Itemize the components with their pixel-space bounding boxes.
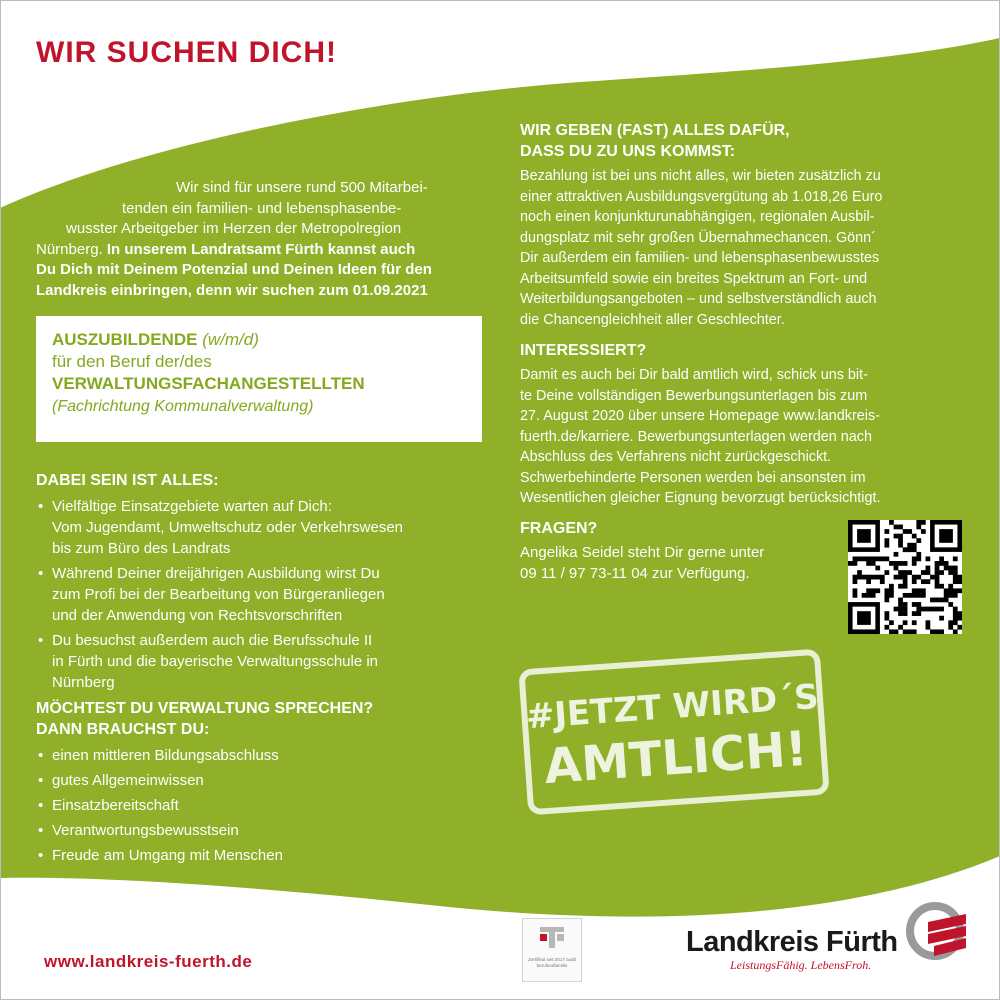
text-line: Angelika Seidel steht Dir gerne unter — [520, 544, 765, 561]
list-item-line: zum Profi bei der Bearbeitung von Bürgeranliegen — [52, 586, 385, 603]
intro-line-part: Nürnberg. — [36, 240, 107, 258]
list-item-line: • Du besuchst außerdem auch die Berufsschule II — [52, 632, 373, 649]
text-line: dungsplatz mit sehr großen Übernahmechancen. Gönn´ — [520, 229, 876, 246]
intro-line: tenden ein familien- und lebensphasenbe- — [122, 199, 402, 217]
text-line: Dir außerdem ein familien- und lebensphasenbewusstes — [520, 250, 880, 266]
text-line: 27. August 2020 über unsere Homepage www.landkreis- — [520, 408, 880, 424]
seal-graphic — [523, 919, 581, 957]
section-heading: DASS DU ZU UNS KOMMST: — [520, 143, 736, 160]
position-line: für den Beruf der/des — [52, 352, 212, 371]
list-item — [36, 563, 486, 626]
position-gender-note: (w/m/d) — [202, 330, 259, 349]
intro-line-part-bold: In unserem Landratsamt Fürth kannst auch — [106, 240, 416, 258]
list-item: • Einsatzbereitschaft — [36, 795, 486, 816]
list-item: • Freude am Umgang mit Menschen — [36, 845, 486, 866]
list-item: • gutes Allgemeinwissen — [36, 770, 486, 791]
intro-line: Landkreis einbringen, denn wir suchen zum 01.09.2021 — [36, 281, 428, 299]
text-line: Arbeitsumfeld sowie ein breites Spektrum an Fort- und — [520, 270, 868, 287]
intro-text — [36, 178, 482, 301]
headline: WIR SUCHEN DICH! — [36, 36, 337, 69]
text-line: te Deine vollständigen Bewerbungsunterlagen bis zum — [520, 387, 868, 404]
stamp-line-1: #JETZT WIRD´S — [524, 676, 820, 738]
list-item-line: und der Anwendung von Rechtsvorschriften — [52, 607, 343, 624]
position-profession: VERWALTUNGSFACHANGESTELLTEN — [52, 374, 365, 393]
list-item-line: bis zum Büro des Landrats — [52, 540, 231, 557]
interessiert-section — [520, 340, 964, 509]
logo-tagline: LeistungsFähig. LebensFroh. — [730, 958, 872, 972]
text-line: Abschluss des Verfahrens nicht zurückgeschickt. — [520, 449, 832, 465]
dabei-section — [36, 470, 486, 697]
list-item: • einen mittleren Bildungsabschluss — [36, 745, 486, 766]
text-line: fuerth.de/karriere. Bewerbungsunterlagen werden nach — [520, 428, 872, 445]
text-line: Weiterbildungsangeboten – und selbstverständlich auch — [520, 291, 877, 307]
requirements-list — [36, 745, 486, 866]
text-line: Schwerbehinderte Personen werden bei ansonsten im — [520, 469, 866, 486]
section-heading: DABEI SEIN IST ALLES: — [36, 472, 219, 489]
landkreis-fuerth-logo-icon — [904, 900, 966, 962]
list-item-line: • Vielfältige Einsatzgebiete warten auf Dich: — [52, 498, 332, 515]
intro-line: Wir sind für unsere rund 500 Mitarbei- — [176, 179, 428, 196]
text-line: Damit es auch bei Dir bald amtlich wird, schick uns bit- — [520, 367, 868, 383]
contact-text — [520, 543, 840, 584]
seal-caption: Zertifikat seit 2017 audit berufundfamilie — [528, 957, 576, 968]
audit-berufundfamilie-seal-icon — [522, 918, 582, 982]
geben-section — [520, 120, 964, 330]
qr-code-icon[interactable] — [848, 520, 962, 634]
sprechen-section — [36, 698, 486, 870]
list-item — [36, 630, 486, 693]
section-heading: DANN BRAUCHST DU: — [36, 721, 210, 738]
section-heading: WIR GEBEN (FAST) ALLES DAFÜR, — [520, 122, 790, 139]
dabei-list — [36, 496, 486, 693]
stamp-line-2: AMTLICH! — [542, 720, 810, 796]
list-item-line: • Während Deiner dreijährigen Ausbildung wirst Du — [52, 565, 380, 582]
stamp-badge — [518, 648, 830, 816]
text-line: die Chancengleichheit aller Geschlechter. — [520, 311, 785, 328]
text-line: Bezahlung ist bei uns nicht alles, wir bieten zusätzlich zu — [520, 168, 881, 184]
list-item: • Verantwortungsbewusstsein — [36, 820, 486, 841]
list-item-line: Vom Jugendamt, Umweltschutz oder Verkehrswesen — [52, 519, 403, 536]
list-item-line: Nürnberg — [52, 674, 115, 691]
text-line: einer attraktiven Ausbildungsvergütung ab 1.018,26 Euro — [520, 188, 883, 205]
position-title-text: AUSZUBILDENDE — [52, 330, 198, 349]
text-line: Wesentlichen gleicher Eignung bevorzugt berücksichtigt. — [520, 490, 881, 506]
text-line: noch einen konjunkturunabhängigen, regionalen Ausbil- — [520, 209, 875, 225]
section-heading: INTERESSIERT? — [520, 342, 647, 359]
section-heading: MÖCHTEST DU VERWALTUNG SPRECHEN? — [36, 700, 374, 717]
intro-line: wusster Arbeitgeber im Herzen der Metropolregion — [66, 220, 402, 237]
position-box — [36, 316, 482, 442]
interessiert-text — [520, 365, 964, 509]
list-item-line: in Fürth und die bayerische Verwaltungsschule in — [52, 653, 379, 670]
position-title — [52, 329, 482, 351]
intro-line — [36, 240, 482, 261]
section-heading: FRAGEN? — [520, 520, 598, 537]
position-specialization: (Fachrichtung Kommunalverwaltung) — [52, 398, 314, 415]
text-line: 09 11 / 97 73-11 04 zur Verfügung. — [520, 564, 750, 582]
website-link[interactable]: www.landkreis-fuerth.de — [44, 952, 253, 971]
list-item — [36, 496, 486, 559]
geben-text — [520, 166, 964, 330]
fragen-section — [520, 518, 840, 584]
qr-code-graphic — [848, 520, 962, 634]
logo-wordmark: Landkreis Fürth — [686, 926, 898, 958]
intro-line: Du Dich mit Deinem Potenzial und Deinen Ideen für den — [36, 261, 432, 278]
